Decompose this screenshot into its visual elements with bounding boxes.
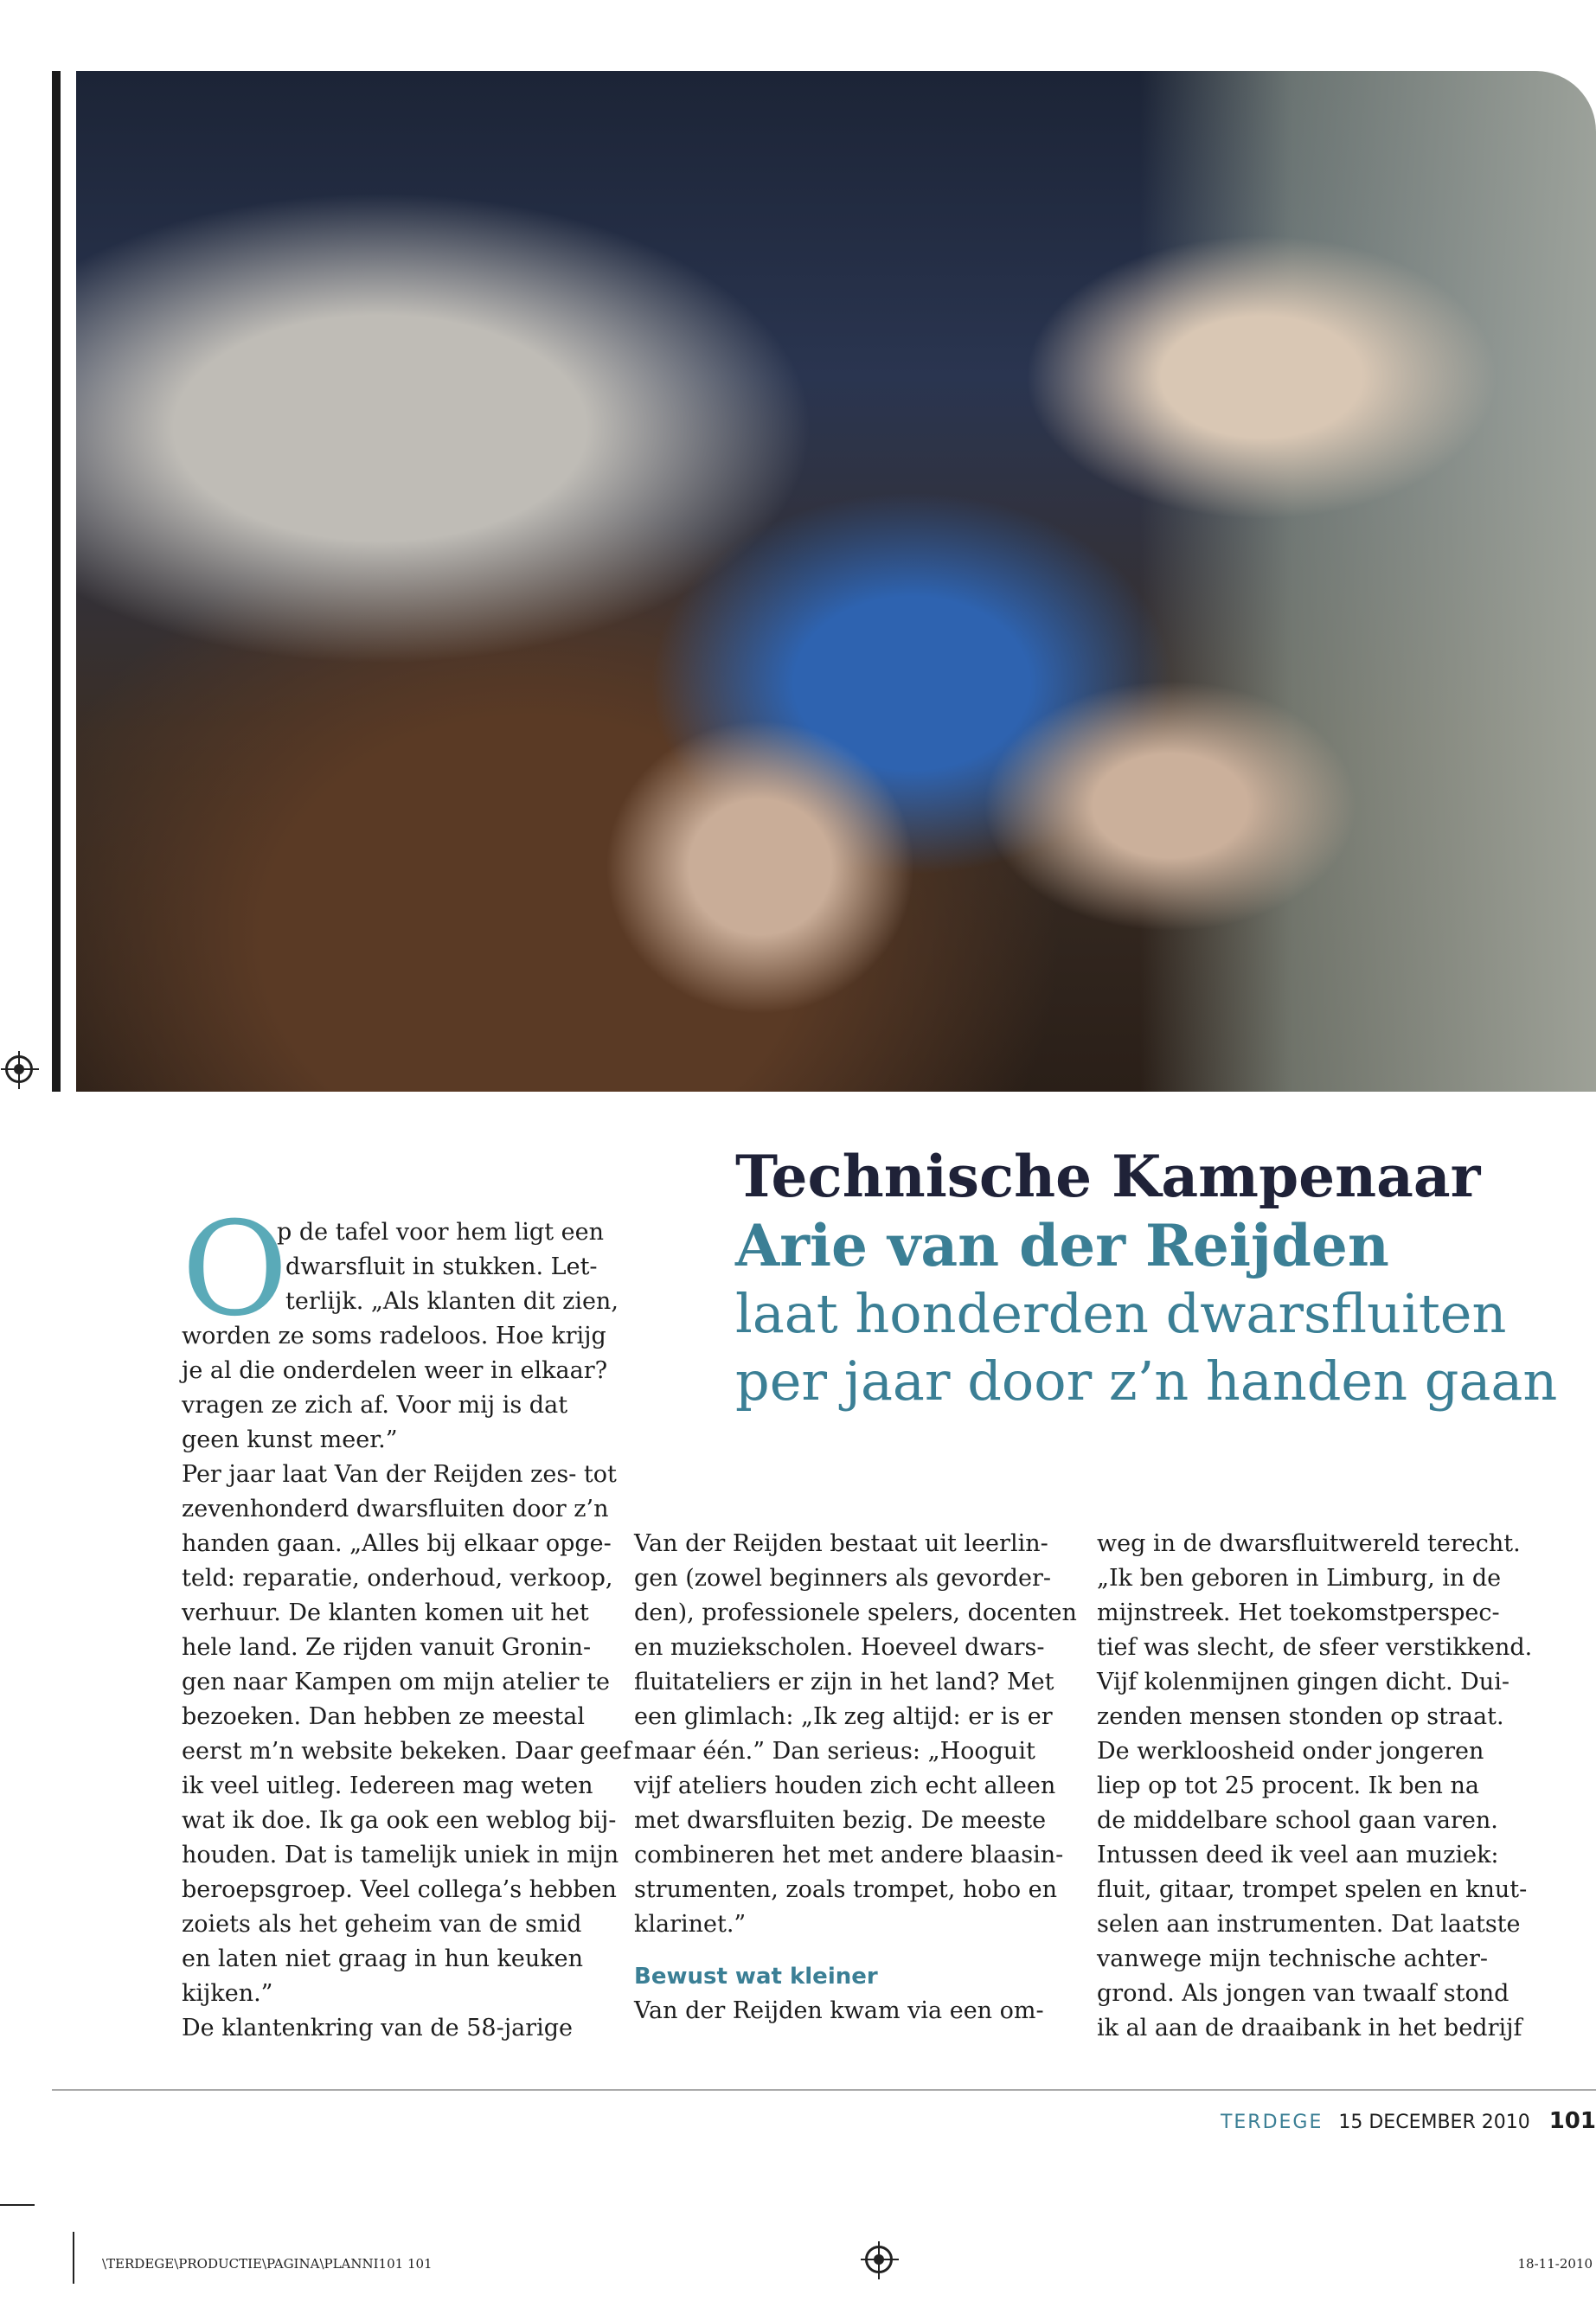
text-line: kijken.” — [182, 1980, 273, 2007]
text-line: grond. Als jongen van twaalf stond — [1097, 1980, 1509, 2007]
text-line: Vijf kolenmijnen gingen dicht. Dui- — [1097, 1669, 1509, 1695]
text-line: liep op tot 25 procent. Ik ben na — [1097, 1772, 1479, 1799]
text-line: tief was slecht, de sfeer verstikkend. — [1097, 1634, 1533, 1661]
article-column-2 — [634, 1527, 1075, 2029]
page-footer — [1221, 2108, 1596, 2134]
text-line: p de tafel voor hem ligt een — [277, 1219, 604, 1246]
text-line: terlijk. „Als klanten dit zien, — [285, 1288, 619, 1315]
text-line: maar één.” Dan serieus: „Hooguit — [634, 1738, 1035, 1765]
text-line: mijnstreek. Het toekomstperspec- — [1097, 1599, 1500, 1626]
text-line: ik al aan de draaibank in het bedrijf — [1097, 2015, 1522, 2041]
text-line: Van der Reijden bestaat uit leerlin- — [634, 1530, 1048, 1557]
text-line: worden ze soms radeloos. Hoe krijg — [182, 1323, 606, 1349]
text-line: „Ik ben geboren in Limburg, in de — [1097, 1565, 1502, 1592]
text-line: een glimlach: „Ik zeg altijd: er is er — [634, 1703, 1053, 1730]
text-line: met dwarsfluiten bezig. De meeste — [634, 1807, 1047, 1834]
text-line: Intussen deed ik veel aan muziek: — [1097, 1842, 1499, 1868]
text-line: verhuur. De klanten komen uit het — [182, 1599, 589, 1626]
article-column-1 — [182, 1215, 631, 2046]
text-line: dwarsfluit in stukken. Let- — [285, 1253, 598, 1280]
text-line: hele land. Ze rijden vanuit Gronin- — [182, 1634, 592, 1661]
drop-cap: O — [182, 1195, 288, 1345]
text-line: den), professionele spelers, docenten — [634, 1599, 1077, 1626]
headline-line-2: Arie van der Reijden — [735, 1212, 1389, 1279]
text-line: beroepsgroep. Veel collega’s hebben — [182, 1876, 617, 1903]
text-line: fluit, gitaar, trompet spelen en knut- — [1097, 1876, 1528, 1903]
magazine-name: TERDEGE — [1220, 2112, 1324, 2133]
text-line: selen aan instrumenten. Dat laatste — [1097, 1911, 1521, 1938]
text-line: wat ik doe. Ik ga ook een weblog bij- — [182, 1807, 617, 1834]
text-line: Van der Reijden kwam via een om- — [634, 1997, 1044, 2024]
issue-date: 15 DECEMBER 2010 — [1338, 2112, 1530, 2133]
text-line: zoiets als het geheim van de smid — [182, 1911, 582, 1938]
text-line: vanwege mijn technische achter- — [1097, 1945, 1489, 1972]
subhead-text: Bewust wat kleiner — [634, 1964, 878, 1990]
text-line: bezoeken. Dan hebben ze meestal — [182, 1703, 586, 1730]
photo-left-bar — [52, 71, 61, 1092]
text-line: De werkloosheid onder jongeren — [1097, 1738, 1484, 1765]
crop-mark — [73, 2232, 74, 2284]
headline — [735, 1142, 1583, 1415]
print-slug-date: 18-11-2010 — [1517, 2256, 1593, 2272]
text-line: eerst m’n website bekeken. Daar geef — [182, 1738, 631, 1765]
text-line: weg in de dwarsfluitwereld terecht. — [1097, 1530, 1521, 1557]
print-slug-path: \TERDEGE\PRODUCTIE\PAGINA\PLANNI101 101 — [102, 2256, 433, 2272]
headline-line-1: Technische Kampenaar — [735, 1143, 1481, 1210]
text-line: Per jaar laat Van der Reijden zes- tot — [182, 1461, 617, 1488]
text-line: de middelbare school gaan varen. — [1097, 1807, 1498, 1834]
text-line: gen naar Kampen om mijn atelier te — [182, 1669, 610, 1695]
text-line: ik veel uitleg. Iedereen mag weten — [182, 1772, 593, 1799]
article-column-3 — [1097, 1527, 1547, 2046]
footer-rule — [52, 2089, 1596, 2091]
crop-mark — [0, 2204, 35, 2206]
text-line: handen gaan. „Alles bij elkaar opge- — [182, 1530, 612, 1557]
text-line: De klantenkring van de 58-jarige — [182, 2015, 573, 2041]
registration-mark-left-icon — [5, 1055, 33, 1083]
text-line: geen kunst meer.” — [182, 1426, 398, 1453]
text-line: en muziekscholen. Hoeveel dwars- — [634, 1634, 1045, 1661]
page-number: 101 — [1548, 2108, 1596, 2134]
text-line: je al die onderdelen weer in elkaar? — [182, 1357, 608, 1384]
text-line: teld: reparatie, onderhoud, verkoop, — [182, 1565, 613, 1592]
article-photo — [76, 71, 1596, 1092]
text-line: fluitateliers er zijn in het land? Met — [634, 1669, 1054, 1695]
text-line: combineren het met andere blaasin- — [634, 1842, 1064, 1868]
text-line: klarinet.” — [634, 1911, 747, 1938]
text-line: strumenten, zoals trompet, hobo en — [634, 1876, 1058, 1903]
text-line: en laten niet graag in hun keuken — [182, 1945, 583, 1972]
text-line: vragen ze zich af. Voor mij is dat — [182, 1392, 568, 1419]
registration-mark-bottom-icon — [865, 2246, 893, 2273]
text-line: houden. Dat is tamelijk uniek in mijn — [182, 1842, 619, 1868]
text-line: zevenhonderd dwarsfluiten door z’n — [182, 1496, 609, 1522]
section-subhead — [634, 1959, 1075, 1994]
text-line: zenden mensen stonden op straat. — [1097, 1703, 1504, 1730]
headline-line-4: per jaar door z’n handen gaan — [735, 1349, 1558, 1413]
headline-line-3: laat honderden dwarsfluiten — [735, 1282, 1507, 1345]
text-line: gen (zowel beginners als gevorder- — [634, 1565, 1051, 1592]
text-line: vijf ateliers houden zich echt alleen — [634, 1772, 1056, 1799]
